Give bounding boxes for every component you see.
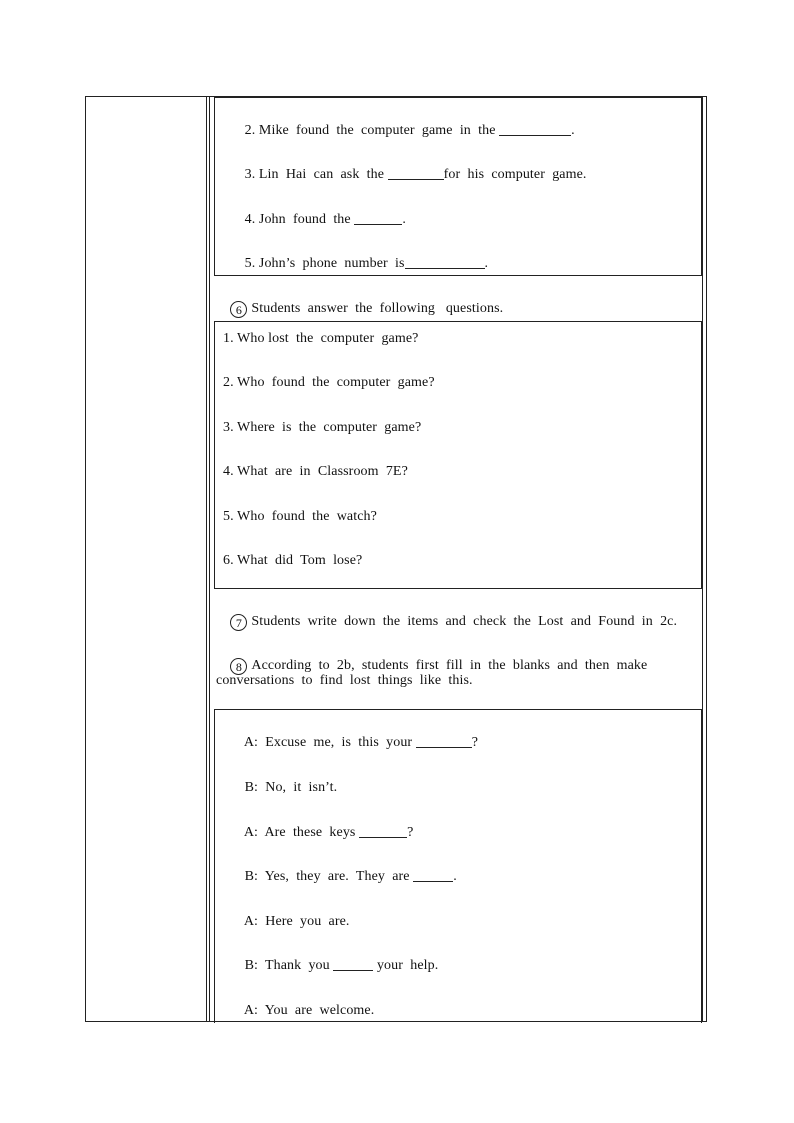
- blank: [333, 958, 373, 971]
- blank-exercise-box: [214, 97, 702, 276]
- question-line: 4. What are in Classroom 7E?: [223, 464, 408, 479]
- dialogue-line: [223, 719, 478, 767]
- dialogue-text: A: You are welcome.: [243, 1003, 375, 1018]
- blank: [499, 123, 571, 136]
- question-line: 1. Who lost the computer game?: [223, 331, 419, 346]
- dialogue-line: [223, 853, 457, 901]
- step-text: According to 2b, students first fill in the blanks and then make: [251, 658, 648, 673]
- dialogue-line: [223, 764, 337, 812]
- questions-box: [214, 321, 702, 589]
- conversation-box: [214, 709, 702, 1023]
- blank: [354, 212, 402, 225]
- exercise-text: 3. Lin Hai can ask the: [244, 167, 388, 182]
- blank: [405, 256, 485, 269]
- dialogue-line: [223, 987, 374, 1035]
- column-divider-right: [702, 96, 703, 1022]
- dialogue-text: A: Excuse me, is this your: [243, 735, 416, 750]
- question-line: 5. Who found the watch?: [223, 509, 377, 524]
- step-number-badge: 7: [230, 614, 247, 631]
- blank: [359, 825, 407, 838]
- blank: [413, 869, 453, 882]
- step-text: Students answer the following questions.: [251, 301, 504, 316]
- blank: [416, 735, 472, 748]
- question-line: 6. What did Tom lose?: [223, 553, 363, 568]
- exercise-line: [223, 196, 406, 244]
- dialogue-text: A: Are these keys: [243, 825, 360, 840]
- exercise-text: 5. John’s phone number is: [244, 256, 405, 271]
- dialogue-text: ?: [407, 825, 414, 840]
- step-8-continuation: conversations to find lost things like this.: [216, 673, 473, 688]
- dialogue-line: [223, 942, 438, 990]
- exercise-text: for his computer game.: [443, 167, 587, 182]
- dialogue-line: [223, 809, 413, 857]
- exercise-text: .: [484, 256, 489, 271]
- step-number-badge: 6: [230, 301, 247, 318]
- dialogue-text: A: Here you are.: [243, 914, 350, 929]
- column-divider: [206, 96, 207, 1022]
- exercise-text: 4. John found the: [244, 212, 355, 227]
- exercise-line: [223, 107, 575, 155]
- exercise-text: .: [571, 123, 575, 138]
- exercise-line: [223, 151, 587, 199]
- dialogue-text: .: [453, 869, 457, 884]
- dialogue-text: ?: [471, 735, 479, 750]
- dialogue-text: B: Thank you: [244, 958, 334, 973]
- dialogue-text: your help.: [373, 958, 439, 973]
- exercise-text: .: [402, 212, 406, 227]
- blank: [388, 167, 444, 180]
- question-line: 2. Who found the computer game?: [223, 375, 435, 390]
- dialogue-text: B: No, it isn’t.: [244, 780, 338, 795]
- exercise-line: [223, 240, 488, 288]
- column-divider-inner: [209, 96, 210, 1022]
- dialogue-text: B: Yes, they are. They are: [244, 869, 414, 884]
- step-number-badge: 8: [230, 658, 247, 675]
- step-text: Students write down the items and check the Lost and Found in 2c.: [251, 614, 678, 629]
- step-7-instruction: [216, 598, 677, 647]
- exercise-text: 2. Mike found the computer game in the: [244, 123, 500, 138]
- question-line: 3. Where is the computer game?: [223, 420, 422, 435]
- dialogue-line: [223, 898, 350, 946]
